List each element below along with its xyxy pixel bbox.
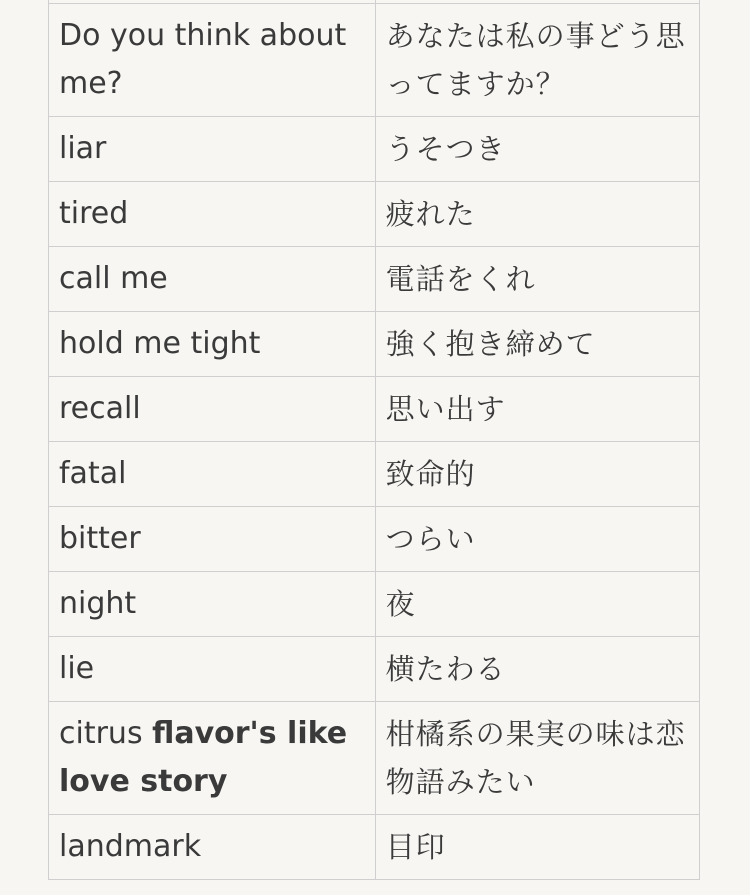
cell-en-bold: flavor's like love story	[59, 716, 348, 799]
vocab-table	[48, 0, 700, 880]
cell-en: hold me tight	[49, 312, 376, 377]
table-row	[49, 442, 700, 507]
table-row	[49, 507, 700, 572]
cell-en: tired	[49, 182, 376, 247]
table-row	[49, 312, 700, 377]
cell-en-plain: citrus	[59, 716, 153, 751]
cell-ja: あなたは私の事どう思ってますか？	[375, 4, 699, 117]
table-row	[49, 377, 700, 442]
cell-en: bitter	[49, 507, 376, 572]
cell-ja: 疲れた	[375, 182, 699, 247]
cell-en: Do you think about me?	[49, 4, 376, 117]
cell-ja: 柑橘系の果実の味は恋物語みたい	[375, 702, 699, 815]
table-row	[49, 4, 700, 117]
cell-ja: 夜	[375, 572, 699, 637]
cell-ja: 横たわる	[375, 637, 699, 702]
cell-en	[49, 702, 376, 815]
table-row	[49, 117, 700, 182]
cell-ja: 目印	[375, 815, 699, 880]
cell-ja: 電話をくれ	[375, 247, 699, 312]
cell-en: call me	[49, 247, 376, 312]
cell-ja: つらい	[375, 507, 699, 572]
cell-ja: 強く抱き締めて	[375, 312, 699, 377]
cell-en: landmark	[49, 815, 376, 880]
cell-ja: 思い出す	[375, 377, 699, 442]
table-row	[49, 572, 700, 637]
cell-en: night	[49, 572, 376, 637]
cell-en: liar	[49, 117, 376, 182]
cell-en: lie	[49, 637, 376, 702]
table-row	[49, 247, 700, 312]
table-row	[49, 637, 700, 702]
table-row	[49, 702, 700, 815]
cell-en: recall	[49, 377, 376, 442]
table-row	[49, 182, 700, 247]
cell-ja: うそつき	[375, 117, 699, 182]
cell-ja: 致命的	[375, 442, 699, 507]
table-row	[49, 815, 700, 880]
cell-en: fatal	[49, 442, 376, 507]
